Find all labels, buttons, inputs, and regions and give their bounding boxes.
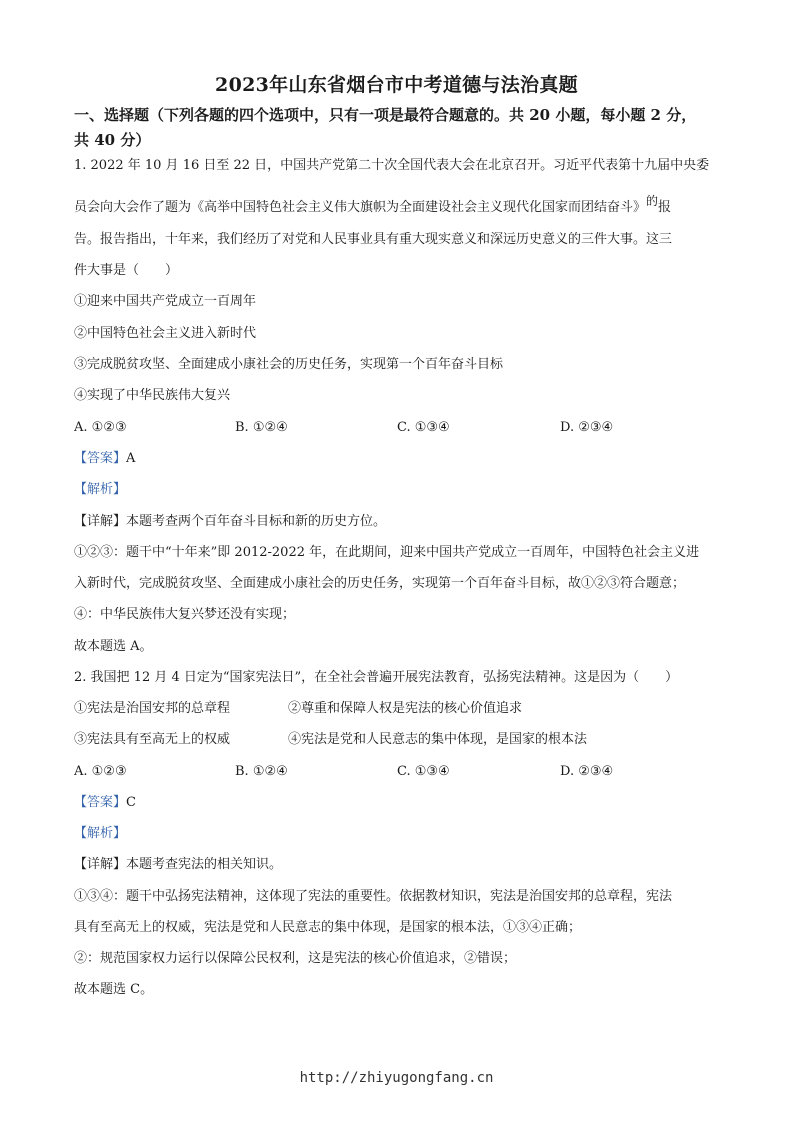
q1-explanation-line3: ④：中华民族伟大复兴梦还没有实现； — [74, 607, 296, 622]
q1-answer-value: A — [126, 451, 136, 466]
q1-item-3: ③完成脱贫攻坚、全面建成小康社会的历史任务，实现第一个百年奋斗目标 — [74, 357, 504, 372]
q2-explanation-line1: ①③④：题干中弘扬宪法精神，这体现了宪法的重要性。依据教材知识，宪法是治国安邦的总章程，宪法 — [74, 889, 673, 904]
q1-stem-line1: 1. 2022 年 10 月 16 日至 22 日，中国共产党第二十次全国代表大会在北京召开。习近平代表第十九届中央委 — [74, 158, 710, 173]
q2-item-4: ④宪法是党和人民意志的集中体现，是国家的根本法 — [288, 732, 588, 747]
q2-answer-value: C — [126, 795, 136, 810]
q1-detail: 【详解】本题考查两个百年奋斗目标和新的历史方位。 — [74, 514, 387, 529]
q1-stem-line2 — [74, 194, 724, 218]
q2-stem-line1: 2. 我国把 12 月 4 日定为“国家宪法日”，在全社会普遍开展宪法教育，弘扬宪法精神。这是因为（ ） — [74, 670, 679, 685]
section-heading-line2: 共 40 分） — [74, 131, 151, 149]
q1-stem-line2-text: 员会向大会作了题为《高举中国特色社会主义伟大旗帜为全面建设社会主义现代化国家而团结奋斗》 — [74, 200, 647, 215]
q2-item-1: ①宪法是治国安邦的总章程 — [74, 701, 231, 716]
q1-item-1: ①迎来中国共产党成立一百周年 — [74, 294, 257, 309]
q1-stem-line3: 告。报告指出，十年来，我们经历了对党和人民事业具有重大现实意义和深远历史意义的三件大事。这三 — [74, 232, 673, 247]
q2-detail: 【详解】本题考查宪法的相关知识。 — [74, 857, 283, 872]
q2-option-b: B. ①②④ — [235, 764, 288, 779]
q2-item-2: ②尊重和保障人权是宪法的核心价值追求 — [288, 701, 523, 716]
q1-analysis-tag: 【解析】 — [74, 482, 127, 497]
footer-url[interactable]: http://zhiyugongfang.cn — [299, 1070, 494, 1086]
q1-answer-tag: 【答案】 — [74, 451, 127, 466]
q2-explanation-line2: 具有至高无上的权威，宪法是党和人民意志的集中体现，是国家的根本法，①③④正确； — [74, 920, 582, 935]
q2-explanation-line3: ②：规范国家权力运行以保障公民权利，这是宪法的核心价值追求，②错误； — [74, 951, 517, 966]
q2-conclusion: 故本题选 C。 — [74, 982, 154, 997]
q1-stem-line4: 件大事是（ ） — [74, 263, 179, 278]
q1-conclusion: 故本题选 A。 — [74, 639, 153, 654]
q2-analysis-tag: 【解析】 — [74, 826, 127, 841]
q2-option-a: A. ①②③ — [74, 764, 127, 779]
q2-option-c: C. ①③④ — [397, 764, 450, 779]
q1-option-a: A. ①②③ — [74, 420, 127, 435]
q1-option-c: C. ①③④ — [397, 420, 450, 435]
q1-explanation-line2: 入新时代，完成脱贫攻坚、全面建成小康社会的历史任务，实现第一个百年奋斗目标，故①②③符合题意； — [74, 576, 686, 591]
q2-item-3: ③宪法具有至高无上的权威 — [74, 732, 231, 747]
q1-item-4: ④实现了中华民族伟大复兴 — [74, 388, 231, 403]
q1-answer — [74, 449, 724, 469]
q1-explanation-line1: ①②③：题干中“十年来”即 2012-2022 年，在此期间，迎来中国共产党成立一百周年，中国特色社会主义进 — [74, 545, 700, 560]
page-title: 2023年山东省烟台市中考道德与法治真题 — [215, 74, 578, 96]
q1-stem-line2-sup: 的 — [646, 194, 659, 208]
q1-item-2: ②中国特色社会主义进入新时代 — [74, 326, 257, 341]
q1-stem-line2-end: 报 — [658, 200, 672, 215]
q1-option-b: B. ①②④ — [235, 420, 288, 435]
q1-option-d: D. ②③④ — [560, 420, 614, 435]
q2-answer-tag: 【答案】 — [74, 795, 127, 810]
section-heading-line1: 一、选择题（下列各题的四个选项中，只有一项是最符合题意的。共 20 小题，每小题 2 分， — [74, 106, 697, 124]
q2-answer — [74, 793, 724, 813]
q2-option-d: D. ②③④ — [560, 764, 614, 779]
